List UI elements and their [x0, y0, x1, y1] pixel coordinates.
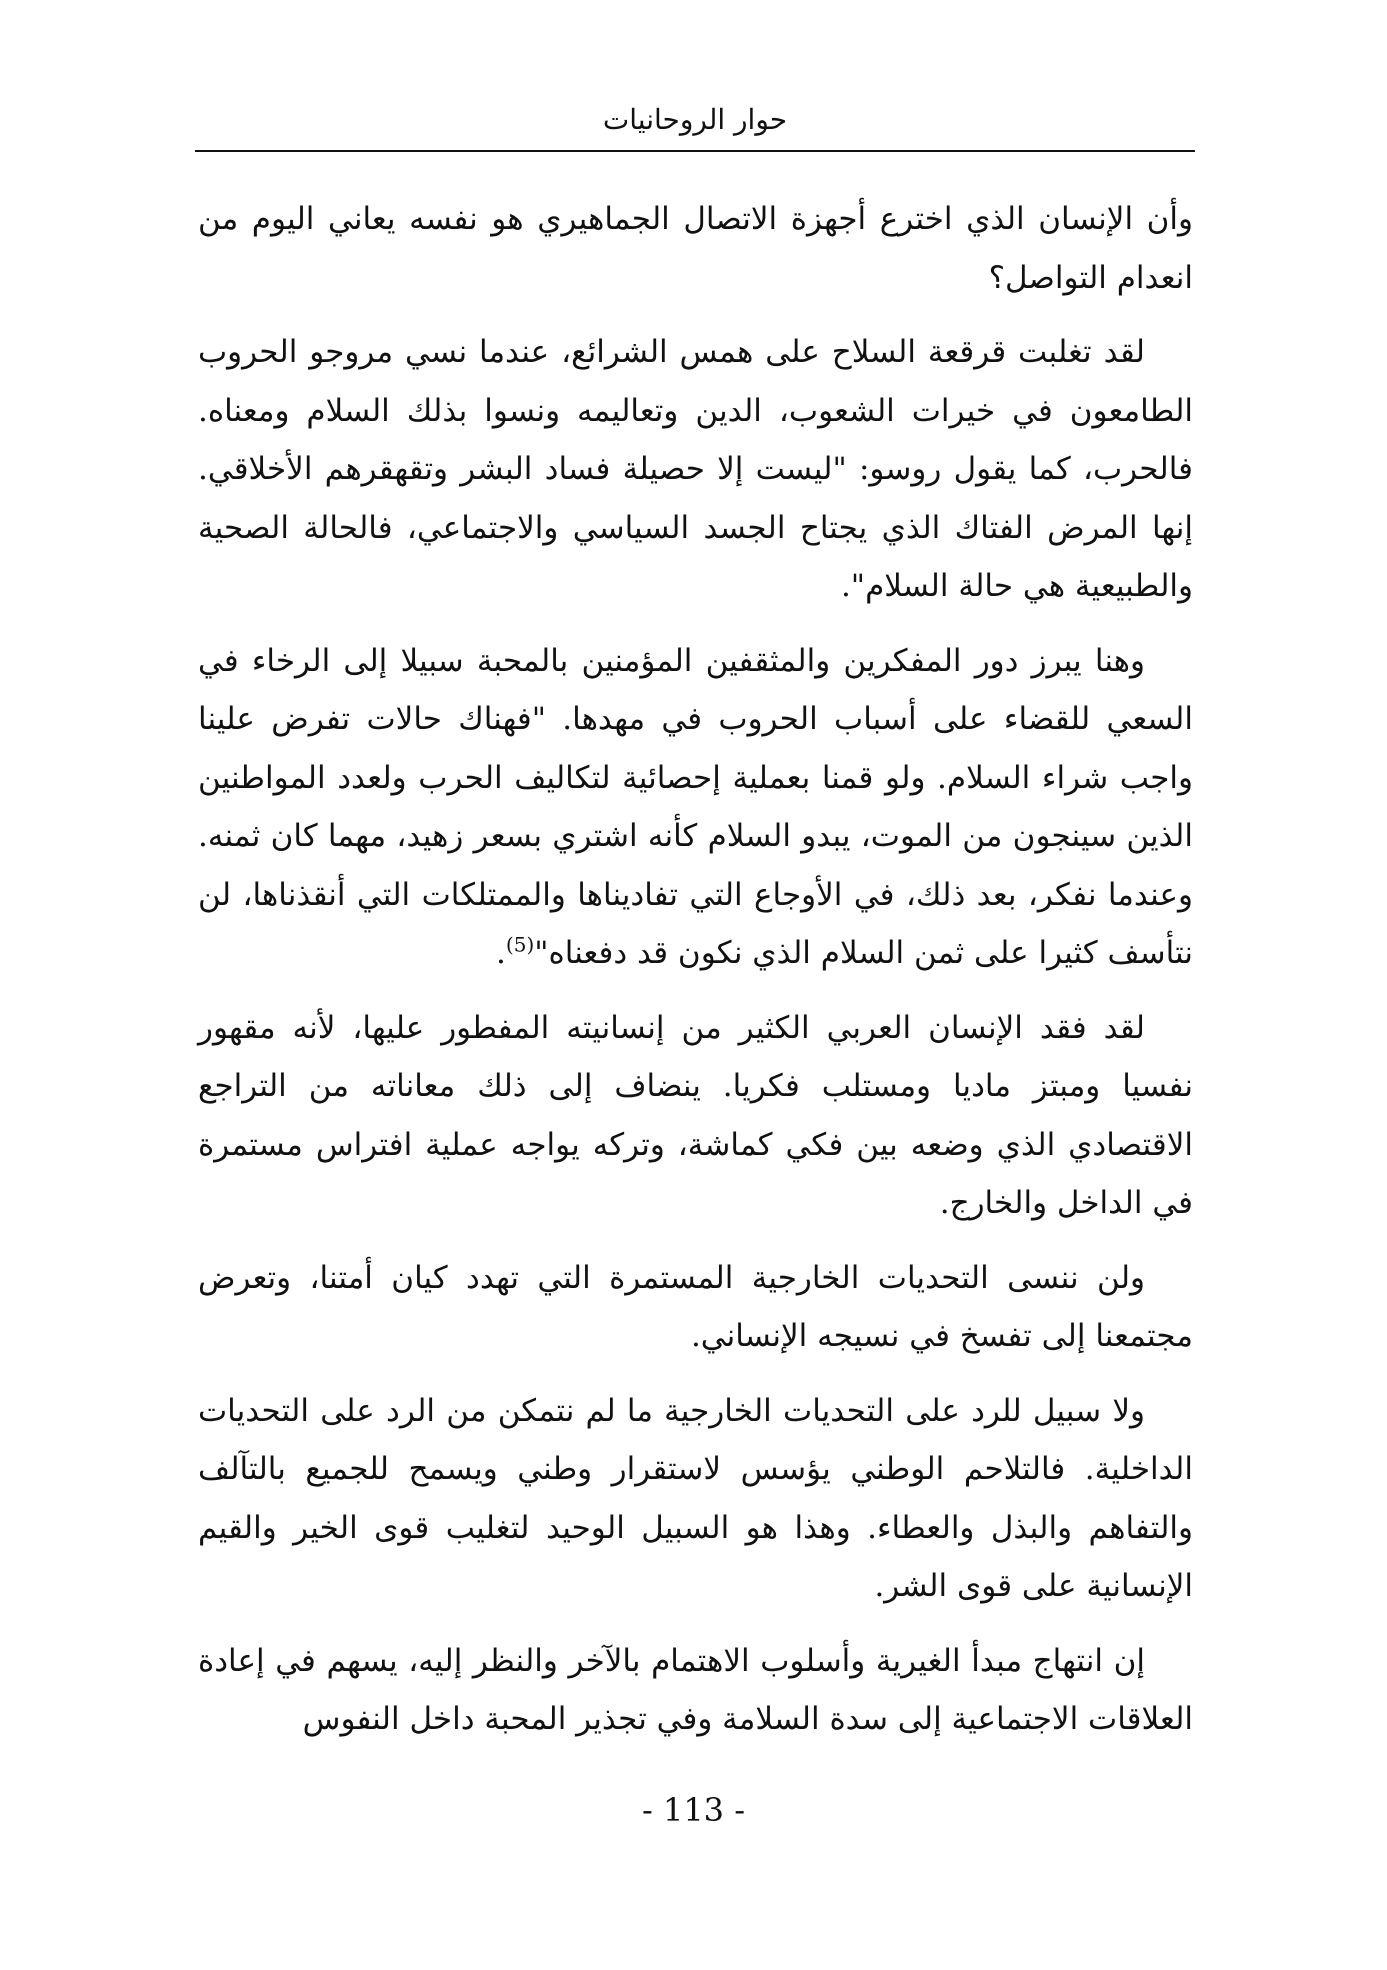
- paragraph: [198, 1382, 1193, 1616]
- paragraph-text: ولن ننسى التحديات الخارجية المستمرة التي تهدد كيان أمتنا، وتعرض مجتمعنا إلى تفسخ في نسيجه الإنساني.: [198, 1259, 1193, 1354]
- paragraph-text: إن انتهاج مبدأ الغيرية وأسلوب الاهتمام بالآخر والنظر إليه، يسهم في إعادة العلاقات الاجتماعية إلى سدة السلامة وفي تجذير المحبة داخل النفوس: [198, 1642, 1193, 1737]
- paragraph-text: وأن الإنسان الذي اخترع أجهزة الاتصال الجماهيري هو نفسه يعاني اليوم من انعدام التواصل؟: [198, 201, 1193, 296]
- paragraph: [198, 632, 1193, 983]
- body-text: [198, 190, 1193, 1765]
- paragraph-text: لقد تغلبت قرقعة السلاح على همس الشرائع، عندما نسي مروجو الحروب الطامعون في خيرات الشعوب، الدين وتعاليمه ونسوا بذلك السلام ومعناه. فالحرب، كما يقول روسو: "ليست إلا حصيلة فساد البشر وتقهقرهم الأخلاقي. إنها المرض الفتاك الذي يجتاح الجسد السياسي والاجتماعي، فالحالة الصحية والطبيعية هي حالة السلام".: [198, 334, 1193, 604]
- paragraph: [198, 190, 1193, 307]
- paragraph: [198, 1632, 1193, 1749]
- paragraph-text: وهنا يبرز دور المفكرين والمثقفين المؤمنين بالمحبة سبيلا إلى الرخاء في السعي للقضاء على أسباب الحروب في مهدها. "فهناك حالات تفرض علينا واجب شراء السلام. ولو قمنا بعملية إحصائية لتكاليف الحرب ولعدد المواطنين الذين سينجون من الموت، يبدو السلام كأنه اشتري بسعر زهيد، مهما كان ثمنه. وعندما نفكر، بعد ذلك، في الأوجاع التي تفاديناها والممتلكات التي أنقذناها، لن نتأسف كثيرا على ثمن السلام الذي نكون قد دفعناه": [198, 642, 1193, 971]
- paragraph: [198, 1249, 1193, 1366]
- paragraph: [198, 323, 1193, 616]
- footnote-reference: (5): [505, 932, 535, 957]
- paragraph: [198, 999, 1193, 1233]
- header-rule: [195, 150, 1195, 152]
- paragraph-end-punctuation: .: [496, 935, 506, 971]
- running-header: حوار الروحانيات: [602, 103, 788, 136]
- page-number: - 113 -: [641, 1791, 746, 1829]
- paragraph-text: لقد فقد الإنسان العربي الكثير من إنسانيته المفطور عليها، لأنه مقهور نفسيا ومبتز ماديا ومستلب فكريا. ينضاف إلى ذلك معاناته من التراجع الاقتصادي الذي وضعه بين فكي كماشة، وتركه يواجه عملية افتراس مستمرة في الداخل والخارج.: [198, 1009, 1193, 1221]
- paragraph-text: ولا سبيل للرد على التحديات الخارجية ما لم نتمكن من الرد على التحديات الداخلية. فالتلاحم الوطني يؤسس لاستقرار وطني ويسمح للجميع بالتآلف والتفاهم والبذل والعطاء. وهذا هو السبيل الوحيد لتغليب قوى الخير والقيم الإنسانية على قوى الشر.: [198, 1392, 1193, 1604]
